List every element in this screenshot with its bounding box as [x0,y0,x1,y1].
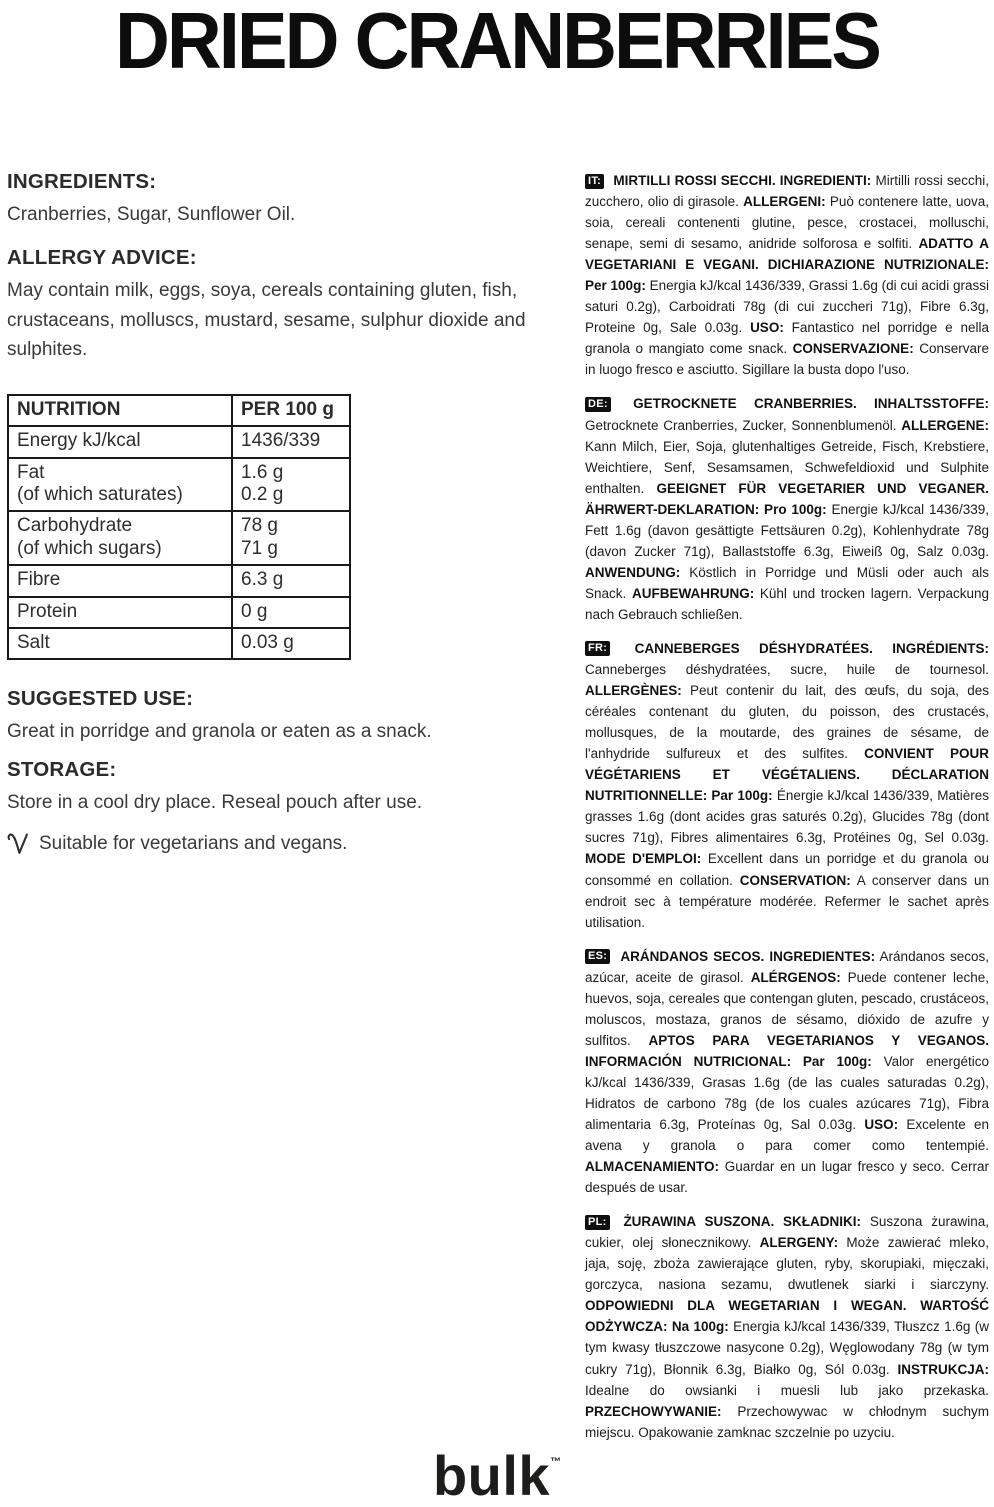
lang-text-run: Peut contenir du lait, des œufs, du soja, des céréales contenant du gluten, du poisson, des crustacés, mollusques, de la moutarde, des graines de sésame, de l'anhydride sulfureux et des sulfites. [585,683,989,762]
lang-bold-run: AUFBEWAHRUNG: [631,585,755,601]
nutrition-label-cell: Carbohydrate (of which sugars) [8,511,232,565]
nutrition-label-cell: Salt [8,628,232,659]
lang-text-run: Guardar en un lugar fresco y seco. Cerrar después de usar. [585,1159,989,1196]
lang-bold-run: USO: [750,320,784,336]
content-columns [7,170,990,1456]
lang-bold-run: INSTRUKCJA: [897,1361,989,1377]
nutrition-header-row [8,395,350,426]
lang-text-run: Conservare in luogo fresco e asciutto. Sigillare la busta dopo l'uso. [585,341,989,378]
lang-text-run: Puede contener leche, huevos, soja, cereales que contengan gluten, pescado, crustáceos, moluscos, mostaza, granos de sésamo, dióxido de azufre y sulfitos. [585,969,989,1048]
nutrition-value-cell: 1436/339 [232,426,350,457]
lang-section-de [585,393,989,625]
lang-text-run: Idealne do owsianki i muesli lub jako przekaska. [585,1382,989,1398]
lang-bold-run: ŻURAWINA SUSZONA. SKŁADNIKI: [623,1214,862,1230]
nutrition-row [8,628,350,659]
lang-text-run: Canneberges déshydratées, sucre, huile de tournesol. [585,662,989,678]
lang-text-run: Excellent dans un porridge et du granola ou consommé en collation. [585,851,989,888]
lang-bold-run: ODPOWIEDNI DLA WEGETARIAN I WEGAN. WARTOŚĆ ODŻYWCZA: Na 100g: [585,1298,989,1335]
lang-text-run: Energia kJ/kcal 1436/339, Grassi 1.6g (di cui acidi grassi saturi 0.2g), Carboidrati 78g (di cui zuccheri 71g), Fibre 6.3g, Proteine 0g, Sale 0.03g. [585,278,989,336]
lang-bold-run: CONSERVAZIONE: [792,341,914,357]
lang-text-run: Può contenere latte, uova, soia, cereali contenenti glutine, pesce, crostacei, molluschi, senape, semi di sesamo, anidride solforosa e solfiti. [585,194,989,252]
nutrition-value-cell: 78 g 71 g [232,511,350,565]
right-column [585,170,989,1456]
nutrition-value-cell: 6.3 g [232,565,350,596]
lang-text-run: Valor energético kJ/kcal 1436/339, Grasas 1.6g (de las cuales saturadas 0.2g), Hidratos de carbono 78g (de los cuales azúcares 71g), Fibra alimentaria 6.3g, Proteínas 0g, Sal 0.03g. [585,1053,989,1133]
lang-section-it [585,170,989,380]
lang-bold-run: ALLERGENE: [901,417,989,433]
lang-badge-es: ES: [585,949,610,964]
suggested-use-text: Great in porridge and granola or eaten as a snack. [7,721,432,743]
left-column [7,170,559,1456]
nutrition-label-cell: Protein [8,597,232,628]
lang-bold-run: CONVIENT POUR VÉGÉTARIENS ET VÉGÉTALIENS. DÉCLARATION NUTRITIONNELLE: Par 100g: [585,746,989,804]
allergy-advice-text: May contain milk, eggs, soya, cereals containing gluten, fish, crustaceans, molluscs, mustard, sesame, sulphur dioxide and sulphites. [7,280,526,361]
lang-section-fr [585,638,989,933]
lang-bold-run: ADATTO A VEGETARIANI E VEGANI. DICHIARAZIONE NUTRIZIONALE: Per 100g: [585,236,989,294]
lang-bold-run: MODE D'EMPLOI: [585,851,702,867]
lang-bold-run: ALLERGENI: [743,194,826,210]
lang-bold-run: ANWENDUNG: [585,564,681,580]
lang-text-run: Köstlich in Porridge und Müsli oder auch als Snack. [585,564,989,601]
allergy-advice-heading: ALLERGY ADVICE: [7,246,197,270]
lang-text-run: Może zawierać mleko, jaja, soję, zboża zawierające gluten, ryby, skorupiaki, mięczaki, gorczyca, nasiona sezamu, dwutlenek siarki i siarczyny. [585,1235,990,1293]
nutrition-header-label: NUTRITION [8,395,232,426]
storage-heading: STORAGE: [7,757,117,781]
lang-bold-run: ALÉRGENOS: [750,969,841,985]
lang-section-pl [585,1211,989,1443]
lang-text-run: Suszona żurawina, cukier, olej słonecznikowy. [585,1214,989,1251]
lang-badge-fr: FR: [585,641,610,656]
nutrition-label-cell: Energy kJ/kcal [8,426,232,457]
lang-text-run: Mirtilli rossi secchi, zucchero, olio di girasole. [585,173,989,210]
nutrition-row [8,426,350,457]
lang-text-run: Énergie kJ/kcal 1436/339, Matières grasses 1.6g (dont acides gras saturés 0.2g), Glucides 78g (dont sucres 71g), Fibres alimentaires 6.3g, Protéines 0g, Sel 0.03g. [585,788,989,846]
vegetarian-note-line [7,832,559,855]
nutrition-value-cell: 0 g [232,597,350,628]
lang-bold-run: GETROCKNETE CRANBERRIES. INHALTSSTOFFE: [633,396,989,412]
lang-text-run: Fantastico nel porridge e nella granola o mangiato come snack. [585,320,989,357]
lang-text-run: Excelente en avena y granola o para comer como tentempié. [585,1117,989,1154]
ingredients-text: Cranberries, Sugar, Sunflower Oil. [7,204,296,225]
storage-text: Store in a cool dry place. Reseal pouch after use. [7,791,423,813]
lang-text-run: Energie kJ/kcal 1436/339, Fett 1.6g (davon gesättigte Fettsäuren 0.2g), Kohlenhydrate 78g (davon Zucker 71g), Ballaststoffe 6.3g, Eiweiß 0g, Salz 0.03g. [585,501,989,559]
lang-bold-run: ARÁNDANOS SECOS. INGREDIENTES: [620,948,876,964]
lang-text-run: Getrocknete Cranberries, Zucker, Sonnenblumenöl. [585,417,902,433]
ingredients-heading: INGREDIENTS: [7,170,157,193]
nutrition-label-cell: Fat (of which saturates) [8,458,232,512]
lang-section-es [585,946,989,1199]
nutrition-row [8,565,350,596]
nutrition-value-cell: 1.6 g 0.2 g [232,458,350,512]
lang-bold-run: GEEIGNET FÜR VEGETARIER UND VEGANER. ÄHRWERT-DEKLARATION: Pro 100g: [585,480,989,517]
vegetarian-note-text: Suitable for vegetarians and vegans. [39,832,348,854]
nutrition-label-cell: Fibre [8,565,232,596]
bulk-logo [0,1444,994,1507]
lang-badge-it: IT: [585,174,604,189]
product-title: DRIED CRANBERRIES [115,0,879,86]
lang-badge-de: DE: [585,397,611,412]
lang-bold-run: CONSERVATION: [739,872,851,888]
nutrition-row [8,511,350,565]
nutrition-row [8,458,350,512]
lang-bold-run: ALERGENY: [759,1235,839,1251]
lang-bold-run: MIRTILLI ROSSI SECCHI. INGREDIENTI: [613,173,872,188]
lang-bold-run: APTOS PARA VEGETARIANOS Y VEGANOS. INFORMACIÓN NUTRICIONAL: Par 100g: [585,1032,989,1069]
lang-text-run: Przechowywac w chłodnym suchym miejscu. Opakowanie zamknac szczelnie po uzyciu. [585,1403,989,1440]
nutrition-table [7,394,351,661]
bulk-logo-text: bulk [432,1444,551,1507]
lang-bold-run: CANNEBERGES DÉSHYDRATÉES. INGRÉDIENTS: [634,640,989,656]
lang-text-run: Energia kJ/kcal 1436/339, Tłuszcz 1.6g (w tym kwasy tłuszczowe nasycone 0.2g), Węglowodany 78g (w tym cukry 71g), Błonnik 6.3g, Białko 0g, Sól 0.03g. [585,1319,989,1377]
lang-text-run: Kann Milch, Eier, Soja, glutenhaltiges Getreide, Fisch, Krebstiere, Weichtiere, Senf, Sesamsamen, Schwefeldioxid und Sulphite enthalten. [585,438,989,496]
lang-text-run: Arándanos secos, azúcar, aceite de girasol. [585,948,989,985]
nutrition-value-cell: 0.03 g [232,628,350,659]
lang-text-run: Kühl und trocken lagern. Verpackung nach Gebrauch schließen. [585,585,989,622]
lang-badge-pl: PL: [585,1215,610,1230]
suggested-use-heading: SUGGESTED USE: [7,687,194,711]
nutrition-row [8,597,350,628]
lang-bold-run: ALMACENAMIENTO: [585,1159,719,1175]
lang-text-run: A conserver dans un endroit sec à température modérée. Refermer le sachet après utilisation. [585,872,989,930]
lang-bold-run: PRZECHOWYWANIE: [585,1403,722,1419]
lang-bold-run: ALLERGÈNES: [585,683,682,699]
lang-bold-run: USO: [864,1117,899,1133]
trademark-symbol: ™ [550,1456,562,1469]
nutrition-header-per100g: PER 100 g [232,395,350,426]
vegan-v-icon [7,832,30,855]
